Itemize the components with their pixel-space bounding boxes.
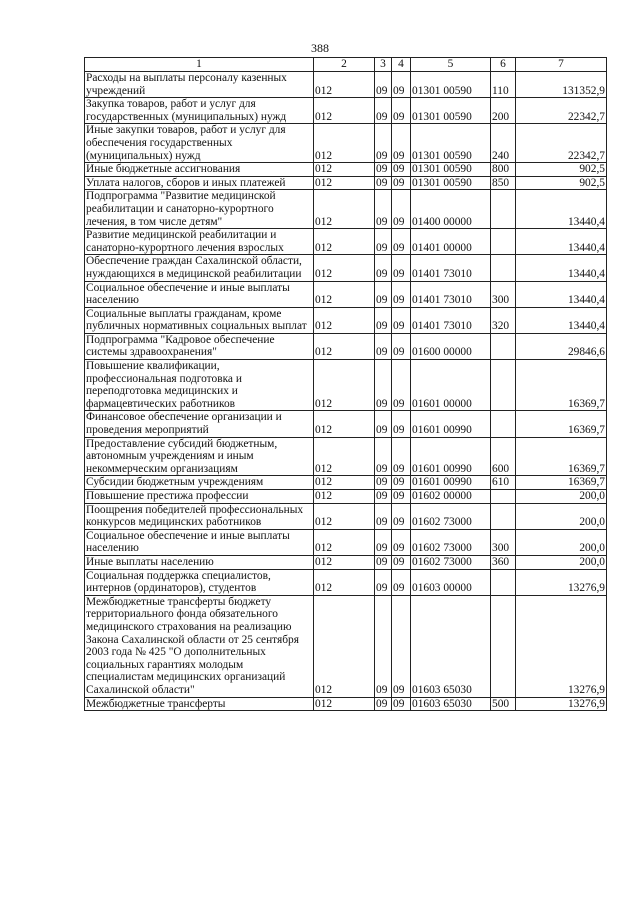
table-row [85,229,607,255]
amount-cell: 16369,7 [516,411,607,437]
target-article-cell: 01301 00590 [411,72,491,98]
amount-cell: 13440,4 [516,229,607,255]
subsection-code-cell: 09 [392,503,411,529]
expense-name-cell: Обеспечение граждан Сахалинской области, нуждающихся в медицинской реабилитации [85,255,314,281]
table-row [85,307,607,333]
expense-name-cell: Субсидии бюджетным учреждениям [85,476,314,490]
expense-name-cell: Предоставление субсидий бюджетным, автономным учреждениям и иным некоммерческим организациям [85,437,314,476]
expense-type-cell [491,411,516,437]
section-code-cell: 09 [375,190,392,229]
table-row [85,176,607,190]
expense-type-cell: 240 [491,124,516,163]
section-code-cell: 09 [375,503,392,529]
subsection-code-cell: 09 [392,529,411,555]
amount-cell: 13440,4 [516,190,607,229]
amount-cell: 16369,7 [516,437,607,476]
ministry-code-cell: 012 [314,124,375,163]
target-article-cell: 01602 73000 [411,529,491,555]
expense-type-cell: 500 [491,697,516,711]
ministry-code-cell: 012 [314,595,375,697]
amount-cell: 200,0 [516,490,607,504]
target-article-cell: 01601 00000 [411,360,491,411]
expense-name-cell: Финансовое обеспечение организации и проведения мероприятий [85,411,314,437]
column-header: 2 [314,58,375,72]
amount-cell: 22342,7 [516,98,607,124]
ministry-code-cell: 012 [314,569,375,595]
amount-cell: 16369,7 [516,360,607,411]
amount-cell: 13440,4 [516,255,607,281]
expense-type-cell [491,190,516,229]
expense-type-cell [491,569,516,595]
subsection-code-cell: 09 [392,555,411,569]
subsection-code-cell: 09 [392,229,411,255]
table-row [85,437,607,476]
ministry-code-cell: 012 [314,697,375,711]
ministry-code-cell: 012 [314,98,375,124]
ministry-code-cell: 012 [314,307,375,333]
expense-type-cell: 300 [491,281,516,307]
expense-type-cell: 800 [491,163,516,177]
column-header: 4 [392,58,411,72]
subsection-code-cell: 09 [392,176,411,190]
target-article-cell: 01400 00000 [411,190,491,229]
amount-cell: 902,5 [516,163,607,177]
table-row [85,697,607,711]
subsection-code-cell: 09 [392,72,411,98]
section-code-cell: 09 [375,360,392,411]
target-article-cell: 01600 00000 [411,333,491,359]
amount-cell: 13440,4 [516,281,607,307]
section-code-cell: 09 [375,229,392,255]
subsection-code-cell: 09 [392,569,411,595]
table-row [85,333,607,359]
subsection-code-cell: 09 [392,124,411,163]
target-article-cell: 01602 73000 [411,555,491,569]
expense-type-cell [491,333,516,359]
expense-name-cell: Социальное обеспечение и иные выплаты населению [85,281,314,307]
table-header-row [85,58,607,72]
expense-type-cell: 600 [491,437,516,476]
amount-cell: 13276,9 [516,697,607,711]
table-row [85,555,607,569]
expense-name-cell: Социальная поддержка специалистов, интернов (ординаторов), студентов [85,569,314,595]
target-article-cell: 01301 00590 [411,176,491,190]
expense-type-cell: 320 [491,307,516,333]
expense-name-cell: Иные закупки товаров, работ и услуг для обеспечения государственных (муниципальных) нужд [85,124,314,163]
section-code-cell: 09 [375,98,392,124]
section-code-cell: 09 [375,281,392,307]
subsection-code-cell: 09 [392,437,411,476]
expense-name-cell: Закупка товаров, работ и услуг для государственных (муниципальных) нужд [85,98,314,124]
section-code-cell: 09 [375,569,392,595]
subsection-code-cell: 09 [392,281,411,307]
expense-type-cell: 200 [491,98,516,124]
expense-name-cell: Подпрограмма "Кадровое обеспечение системы здравоохранения" [85,333,314,359]
section-code-cell: 09 [375,490,392,504]
table-row [85,529,607,555]
section-code-cell: 09 [375,697,392,711]
table-row [85,124,607,163]
ministry-code-cell: 012 [314,72,375,98]
column-header: 6 [491,58,516,72]
ministry-code-cell: 012 [314,255,375,281]
amount-cell: 22342,7 [516,124,607,163]
column-header: 3 [375,58,392,72]
expense-name-cell: Расходы на выплаты персоналу казенных учреждений [85,72,314,98]
page-number: 388 [311,41,329,55]
subsection-code-cell: 09 [392,490,411,504]
target-article-cell: 01601 00990 [411,411,491,437]
expense-type-cell [491,490,516,504]
subsection-code-cell: 09 [392,697,411,711]
table-row [85,503,607,529]
target-article-cell: 01401 73010 [411,307,491,333]
section-code-cell: 09 [375,72,392,98]
section-code-cell: 09 [375,163,392,177]
subsection-code-cell: 09 [392,476,411,490]
table-row [85,411,607,437]
ministry-code-cell: 012 [314,176,375,190]
table-row [85,163,607,177]
expense-type-cell [491,595,516,697]
expense-type-cell: 300 [491,529,516,555]
column-header: 5 [411,58,491,72]
target-article-cell: 01603 65030 [411,697,491,711]
ministry-code-cell: 012 [314,437,375,476]
ministry-code-cell: 012 [314,333,375,359]
expense-name-cell: Развитие медицинской реабилитации и санаторно-курортного лечения взрослых [85,229,314,255]
expense-type-cell: 110 [491,72,516,98]
expense-type-cell: 360 [491,555,516,569]
target-article-cell: 01401 00000 [411,229,491,255]
section-code-cell: 09 [375,307,392,333]
ministry-code-cell: 012 [314,476,375,490]
table-row [85,190,607,229]
subsection-code-cell: 09 [392,333,411,359]
subsection-code-cell: 09 [392,411,411,437]
expense-type-cell: 610 [491,476,516,490]
column-header: 1 [85,58,314,72]
section-code-cell: 09 [375,411,392,437]
ministry-code-cell: 012 [314,190,375,229]
expense-name-cell: Социальное обеспечение и иные выплаты населению [85,529,314,555]
subsection-code-cell: 09 [392,595,411,697]
table-row [85,281,607,307]
table-row [85,595,607,697]
target-article-cell: 01301 00590 [411,124,491,163]
amount-cell: 200,0 [516,529,607,555]
expense-type-cell [491,255,516,281]
ministry-code-cell: 012 [314,555,375,569]
target-article-cell: 01603 00000 [411,569,491,595]
expense-name-cell: Повышение квалификации, профессиональная подготовка и переподготовка медицинских и фармацевтических работников [85,360,314,411]
target-article-cell: 01401 73010 [411,255,491,281]
target-article-cell: 01602 73000 [411,503,491,529]
ministry-code-cell: 012 [314,163,375,177]
section-code-cell: 09 [375,176,392,190]
section-code-cell: 09 [375,124,392,163]
subsection-code-cell: 09 [392,307,411,333]
target-article-cell: 01301 00590 [411,163,491,177]
target-article-cell: 01603 65030 [411,595,491,697]
section-code-cell: 09 [375,476,392,490]
section-code-cell: 09 [375,437,392,476]
expense-name-cell: Поощрения победителей профессиональных конкурсов медицинских работников [85,503,314,529]
expense-name-cell: Межбюджетные трансферты бюджету территориального фонда обязательного медицинского страхования на реализацию Закона Сахалинской области от 25 сентября 2003 года № 425 "О дополнительных социальных гарантиях молодым специалистам медицинских организаций Сахалинской области" [85,595,314,697]
amount-cell: 902,5 [516,176,607,190]
target-article-cell: 01401 73010 [411,281,491,307]
amount-cell: 29846,6 [516,333,607,359]
section-code-cell: 09 [375,595,392,697]
ministry-code-cell: 012 [314,529,375,555]
amount-cell: 200,0 [516,555,607,569]
table-row [85,569,607,595]
expense-type-cell [491,360,516,411]
amount-cell: 16369,7 [516,476,607,490]
ministry-code-cell: 012 [314,229,375,255]
target-article-cell: 01601 00990 [411,476,491,490]
subsection-code-cell: 09 [392,98,411,124]
amount-cell: 131352,9 [516,72,607,98]
table-row [85,72,607,98]
budget-table [84,57,607,711]
subsection-code-cell: 09 [392,360,411,411]
section-code-cell: 09 [375,555,392,569]
expense-type-cell [491,229,516,255]
amount-cell: 200,0 [516,503,607,529]
target-article-cell: 01602 00000 [411,490,491,504]
ministry-code-cell: 012 [314,281,375,307]
expense-name-cell: Подпрограмма "Развитие медицинской реабилитации и санаторно-курортного лечения, в том числе детям" [85,190,314,229]
amount-cell: 13276,9 [516,595,607,697]
expense-name-cell: Иные выплаты населению [85,555,314,569]
amount-cell: 13276,9 [516,569,607,595]
subsection-code-cell: 09 [392,190,411,229]
amount-cell: 13440,4 [516,307,607,333]
expense-name-cell: Межбюджетные трансферты [85,697,314,711]
table-row [85,490,607,504]
ministry-code-cell: 012 [314,360,375,411]
section-code-cell: 09 [375,255,392,281]
target-article-cell: 01601 00990 [411,437,491,476]
subsection-code-cell: 09 [392,163,411,177]
expense-name-cell: Повышение престижа профессии [85,490,314,504]
expense-type-cell [491,503,516,529]
ministry-code-cell: 012 [314,503,375,529]
table-row [85,360,607,411]
expense-type-cell: 850 [491,176,516,190]
subsection-code-cell: 09 [392,255,411,281]
expense-name-cell: Социальные выплаты гражданам, кроме публичных нормативных социальных выплат [85,307,314,333]
table-row [85,255,607,281]
expense-name-cell: Иные бюджетные ассигнования [85,163,314,177]
column-header: 7 [516,58,607,72]
ministry-code-cell: 012 [314,490,375,504]
section-code-cell: 09 [375,529,392,555]
table-row [85,98,607,124]
section-code-cell: 09 [375,333,392,359]
table-row [85,476,607,490]
target-article-cell: 01301 00590 [411,98,491,124]
ministry-code-cell: 012 [314,411,375,437]
expense-name-cell: Уплата налогов, сборов и иных платежей [85,176,314,190]
